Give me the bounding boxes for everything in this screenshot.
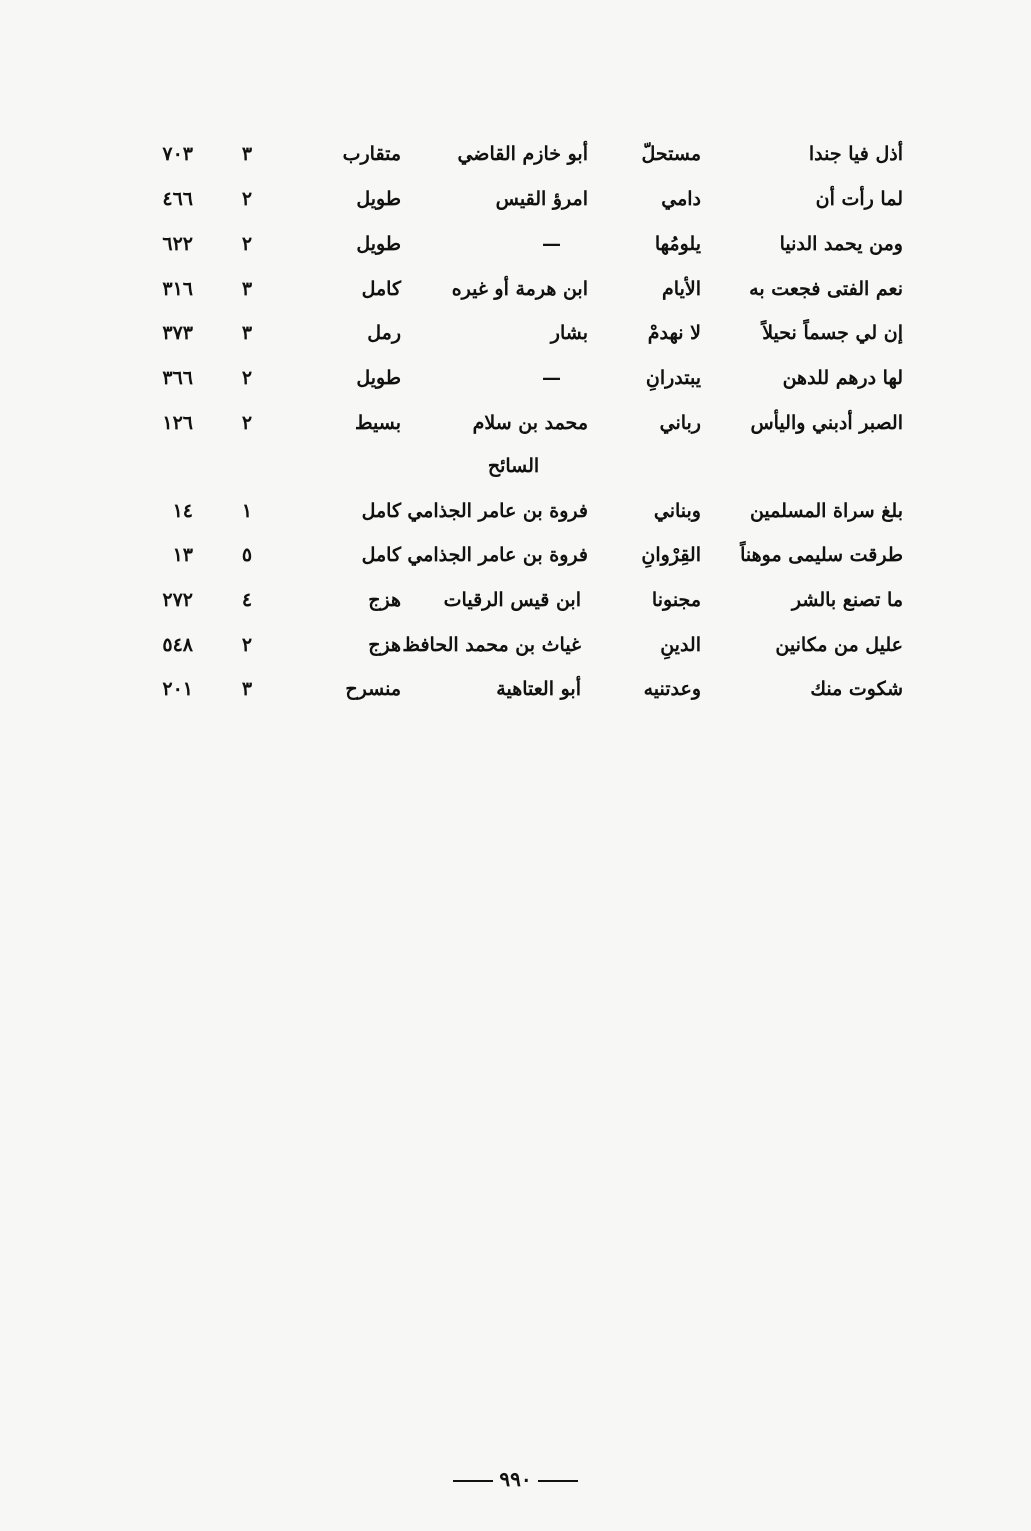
meter-cell: طويل	[356, 233, 401, 255]
page-ref-cell: ٢٧٢	[162, 589, 193, 611]
meter-cell: كامل	[361, 500, 401, 522]
first-words-cell: ومن يحمد الدنيا	[779, 233, 903, 255]
verses-count-cell: ٢	[241, 412, 253, 434]
page-ref-cell: ٣٧٣	[162, 322, 193, 344]
verses-count-cell: ٣	[241, 322, 253, 344]
table-row	[0, 634, 1031, 674]
verses-count-cell: ٤	[241, 589, 253, 611]
poet-cell: بشار	[550, 322, 588, 344]
table-row	[0, 544, 1031, 584]
section-title-text: السائح	[487, 455, 540, 477]
page-ref-cell: ٥٤٨	[162, 634, 193, 656]
rhyme-cell: لا نهدمْ	[647, 322, 701, 344]
rhyme-cell: القِرْوانِ	[641, 544, 701, 566]
meter-cell: طويل	[356, 367, 401, 389]
section-title	[0, 455, 1031, 477]
poet-cell: امرؤ القيس	[495, 188, 588, 210]
verses-count-cell: ٥	[241, 544, 253, 566]
meter-cell: هزج	[368, 634, 401, 656]
page-number: ٩٩٠	[499, 1467, 532, 1491]
verses-count-cell: ١	[241, 500, 253, 522]
table-row	[0, 233, 1031, 273]
rhyme-cell: يلومُها	[654, 233, 701, 255]
first-words-cell: أذل فيا جندا	[808, 143, 903, 165]
meter-cell: كامل	[361, 278, 401, 300]
meter-cell: بسيط	[354, 412, 401, 434]
rhyme-cell: الدينِ	[660, 634, 701, 656]
rhyme-cell: الأيام	[662, 278, 701, 300]
poet-cell: أبو خازم القاضي	[457, 143, 588, 165]
rhyme-cell: مجنونا	[651, 589, 701, 611]
page-ref-cell: ٣١٦	[162, 278, 193, 300]
first-words-cell: لها درهم للدهن	[782, 367, 903, 389]
verses-count-cell: ٢	[241, 188, 253, 210]
first-words-cell: عليل من مكانين	[775, 634, 903, 656]
poet-cell: ابن قيس الرقيات	[443, 589, 581, 611]
page-ref-cell: ١٢٦	[162, 412, 193, 434]
table-row	[0, 589, 1031, 629]
poet-cell: ابن هرمة أو غيره	[451, 278, 588, 300]
meter-cell: منسرح	[345, 678, 401, 700]
rhyme-cell: يبتدرانِ	[645, 367, 701, 389]
table-row	[0, 188, 1031, 228]
verses-count-cell: ٢	[241, 367, 253, 389]
table-row	[0, 143, 1031, 183]
footer-dash-left	[538, 1480, 578, 1482]
page-ref-cell: ٦٢٢	[162, 233, 193, 255]
first-words-cell: لما رأت أن	[815, 188, 903, 210]
meter-cell: كامل	[361, 544, 401, 566]
footer-dash-right	[453, 1480, 493, 1482]
page-ref-cell: ٢٠١	[162, 678, 193, 700]
verses-count-cell: ٣	[241, 278, 253, 300]
table-row	[0, 412, 1031, 452]
poet-cell: —	[542, 233, 561, 255]
rhyme-cell: رباني	[659, 412, 701, 434]
rhyme-cell: وبناني	[653, 500, 701, 522]
poet-cell: أبو العتاهية	[496, 678, 581, 700]
page-ref-cell: ١٤	[172, 500, 193, 522]
verses-count-cell: ٢	[241, 634, 253, 656]
meter-cell: هزج	[368, 589, 401, 611]
rhyme-cell: وعدتنيه	[643, 678, 701, 700]
page-ref-cell: ٣٦٦	[162, 367, 193, 389]
table-row	[0, 678, 1031, 718]
rhyme-cell: دامي	[661, 188, 701, 210]
page-number-footer	[0, 1467, 1031, 1491]
meter-cell: متقارب	[342, 143, 401, 165]
table-row	[0, 278, 1031, 318]
poet-cell: فروة بن عامر الجذامي	[407, 500, 588, 522]
table-row	[0, 367, 1031, 407]
verses-count-cell: ٣	[241, 143, 253, 165]
first-words-cell: طرقت سليمى موهناً	[740, 544, 903, 566]
first-words-cell: ما تصنع بالشر	[791, 589, 903, 611]
first-words-cell: بلغ سراة المسلمين	[749, 500, 903, 522]
first-words-cell: نعم الفتى فجعت به	[749, 278, 903, 300]
table-row	[0, 322, 1031, 362]
poet-cell: فروة بن عامر الجذامي	[407, 544, 588, 566]
poet-cell: —	[542, 367, 561, 389]
verses-count-cell: ٢	[241, 233, 253, 255]
first-words-cell: شكوت منك	[810, 678, 903, 700]
poet-cell: محمد بن سلام	[472, 412, 588, 434]
verses-count-cell: ٣	[241, 678, 253, 700]
table-row	[0, 500, 1031, 540]
meter-cell: رمل	[367, 322, 401, 344]
meter-cell: طويل	[356, 188, 401, 210]
first-words-cell: الصبر أدبني واليأس	[750, 412, 903, 434]
first-words-cell: إن لي جسماً نحيلاً	[762, 322, 903, 344]
rhyme-cell: مستحلّ	[641, 143, 701, 165]
page-ref-cell: ٧٠٣	[162, 143, 193, 165]
page-ref-cell: ٤٦٦	[162, 188, 193, 210]
poet-cell: غياث بن محمد الحافظ	[402, 634, 581, 656]
page-ref-cell: ١٣	[172, 544, 193, 566]
